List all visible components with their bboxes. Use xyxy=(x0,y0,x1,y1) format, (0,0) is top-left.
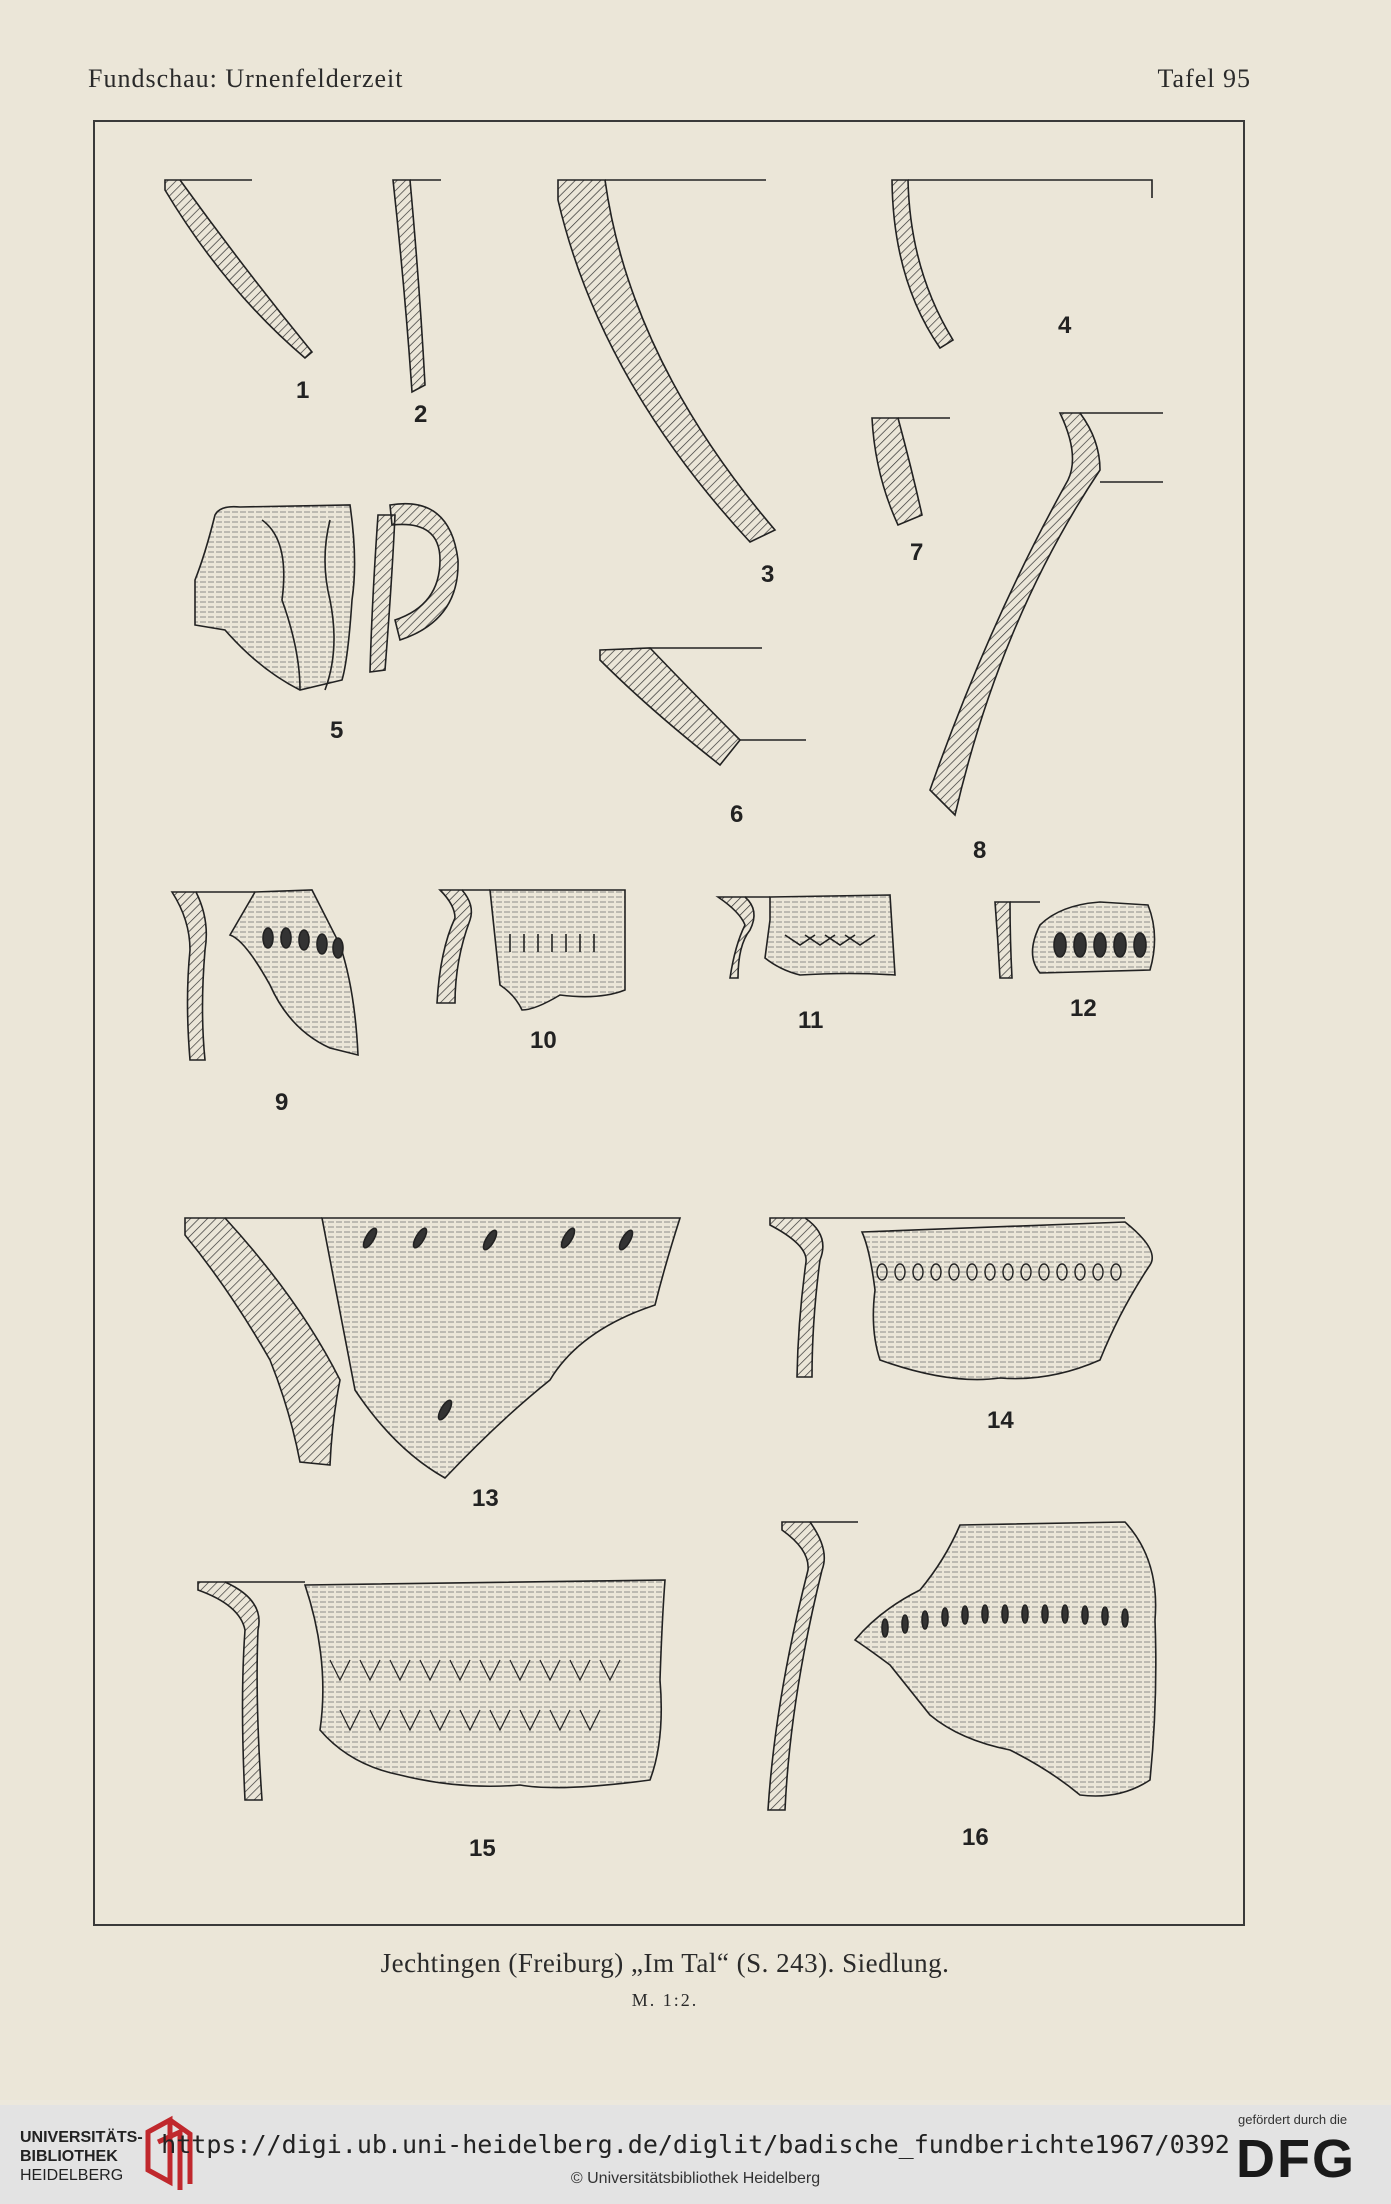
figure-number-16: 16 xyxy=(962,1824,989,1851)
figure-number-1: 1 xyxy=(296,377,310,404)
plate-number: Tafel 95 xyxy=(1157,64,1251,93)
sherd-profile-8 xyxy=(930,413,1163,815)
figure-number-8: 8 xyxy=(973,837,987,864)
funder-note: gefördert durch die xyxy=(1238,2112,1348,2127)
figure-number-2: 2 xyxy=(414,401,428,428)
sherd-13 xyxy=(185,1218,680,1478)
dfg-logo: DFG xyxy=(1236,2129,1356,2189)
sherd-profile-1 xyxy=(165,180,312,358)
library-name-line3: HEIDELBERG xyxy=(20,2167,124,2184)
sherd-15 xyxy=(198,1580,665,1800)
scale-note: M. 1:2. xyxy=(631,1990,699,2010)
figure-number-11: 11 xyxy=(798,1007,824,1034)
figure-number-7: 7 xyxy=(910,539,924,566)
sherd-profile-7 xyxy=(872,418,950,525)
sherd-10 xyxy=(437,890,625,1010)
copyright-notice: © Universitätsbibliothek Heidelberg xyxy=(570,2170,821,2187)
sherd-11 xyxy=(718,895,895,978)
figure-number-6: 6 xyxy=(730,801,744,828)
running-header-title: Fundschau: Urnenfelderzeit xyxy=(88,64,404,93)
figure-number-3: 3 xyxy=(761,561,775,588)
sherd-profile-3 xyxy=(558,180,775,542)
figure-number-4: 4 xyxy=(1058,312,1072,339)
sherd-profile-6 xyxy=(600,648,806,765)
plate-caption: Jechtingen (Freiburg) „Im Tal“ (S. 243). Siedlung. xyxy=(380,1948,950,1978)
figure-number-10: 10 xyxy=(530,1027,557,1054)
library-name-line2: BIBLIOTHEK xyxy=(20,2148,118,2165)
figure-number-15: 15 xyxy=(469,1835,496,1862)
figure-number-9: 9 xyxy=(275,1089,289,1116)
figure-number-12: 12 xyxy=(1070,995,1097,1022)
permalink-url[interactable]: https://digi.ub.uni-heidelberg.de/diglit/badische_fundberichte1967/0392 xyxy=(161,2130,1230,2159)
figure-number-14: 14 xyxy=(987,1407,1014,1434)
cup-with-handle-5 xyxy=(195,504,458,690)
library-name-line1: UNIVERSITÄTS- xyxy=(20,2129,143,2146)
sherd-profile-2 xyxy=(393,180,441,392)
sherd-12 xyxy=(995,902,1155,978)
figure-number-13: 13 xyxy=(472,1485,499,1512)
sherd-profile-4 xyxy=(892,180,1152,348)
sherd-16 xyxy=(768,1522,1156,1810)
sherd-9 xyxy=(172,890,358,1060)
sherd-14 xyxy=(770,1218,1152,1380)
figure-number-5: 5 xyxy=(330,717,344,744)
